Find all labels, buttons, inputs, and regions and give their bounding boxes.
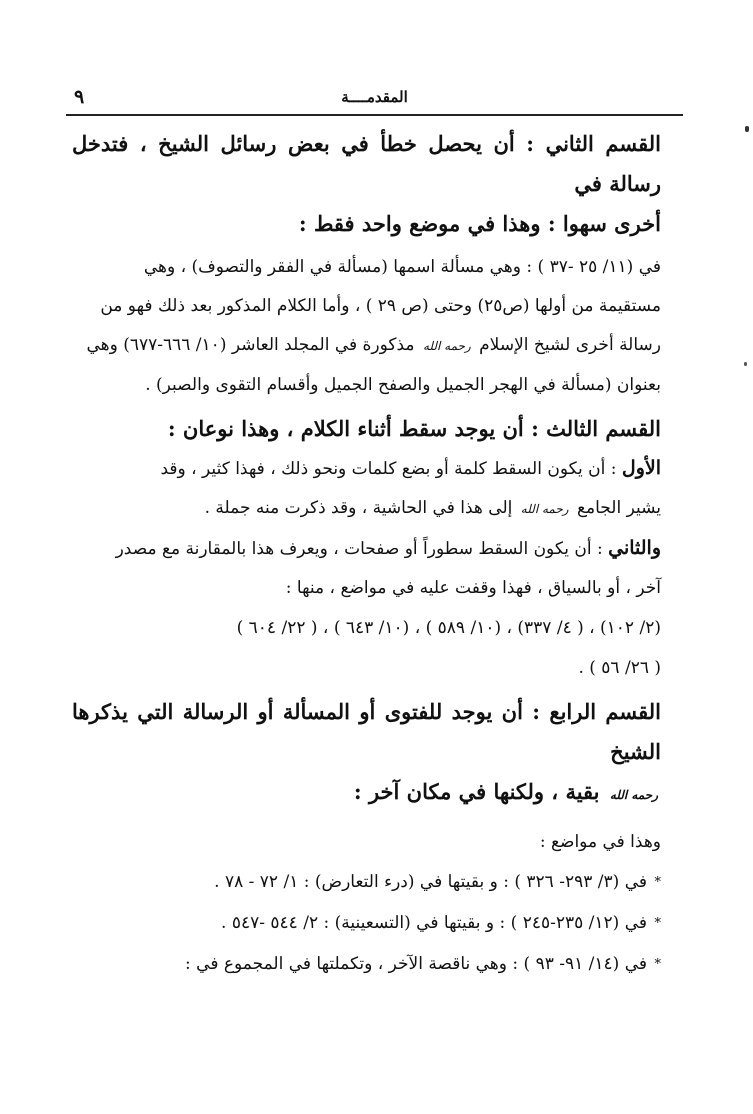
text-span: إلى هذا في الحاشية ، وقد ذكرت منه جملة . [204, 498, 513, 518]
text-span: : أن يكون السقط سطوراً أو صفحات ، ويعرف هذا بالمقارنة مع مصدر [115, 539, 603, 559]
first-type-paragraph [72, 449, 661, 529]
lead-word: الأول [621, 457, 661, 479]
scan-speck [745, 126, 749, 132]
honorific-mark: رحمه الله [609, 788, 658, 802]
list-item [72, 903, 661, 944]
text-span: مذكورة في المجلد العاشر (١٠/ ٦٦٦-٦٧٧) وهي [86, 335, 415, 355]
text-span: يشير الجامع [576, 498, 661, 518]
page-number: ٩ [74, 86, 85, 108]
list-item [72, 944, 661, 985]
section-two-heading-line2: أخرى سهوا : وهذا في موضع واحد فقط : [298, 211, 661, 236]
list-item [72, 862, 661, 903]
text-span: بقية ، ولكنها في مكان آخر : [353, 779, 600, 804]
section-four-heading-line1: القسم الرابع : أن يوجد للفتوى أو المسألة أو الرسالة التي يذكرها الشيخ [72, 699, 661, 764]
references-line: (٢/ ١٠٢) ، ( ٤/ ٣٣٧) ، (١٠/ ٥٨٩ ) ، (١٠/ ٦٤٣ ) ، ( ٢٢/ ٦٠٤ ) [236, 618, 661, 638]
paragraph-line: آخر ، أو بالسياق ، فهذا وقفت عليه في مواضع ، منها : [285, 578, 661, 598]
honorific-mark: رحمه الله [422, 339, 471, 353]
paragraph-line: في (١١/ ٢٥ -٣٧ ) : وهي مسألة اسمها (مسألة في الفقر والتصوف) ، وهي [143, 257, 661, 277]
lead-word: والثاني [608, 537, 661, 559]
scan-speck [744, 362, 747, 366]
paragraph-line: مستقيمة من أولها (ص٢٥) وحتى (ص ٢٩ ) ، وأما الكلام المذكور بعد ذلك فهو من [100, 296, 661, 316]
text-span: : أن يكون السقط كلمة أو بضع كلمات ونحو ذلك ، فهذا كثير ، وقد [160, 459, 617, 479]
page-body [72, 124, 661, 985]
paragraph-line [72, 326, 661, 366]
section-three-heading: القسم الثالث : أن يوجد سقط أثناء الكلام ، وهذا نوعان : [167, 416, 661, 441]
bullet-asterisk-icon: * [654, 916, 661, 931]
list-intro: وهذا في مواضع : [539, 832, 661, 852]
paragraph-line [72, 529, 661, 569]
second-type-paragraph [72, 529, 661, 688]
section-four-body [72, 823, 661, 985]
section-four-heading-line2 [72, 772, 661, 815]
paragraph-line [72, 449, 661, 489]
bullet-asterisk-icon: * [654, 875, 661, 890]
references-line: ( ٢٦/ ٥٦ ) . [578, 658, 661, 678]
section-two-heading-line1: القسم الثاني : أن يحصل خطأ في بعض رسائل الشيخ ، فتدخل رسالة في [72, 131, 661, 196]
paragraph-line [72, 489, 661, 529]
honorific-mark: رحمه الله [520, 502, 569, 516]
list-item-text: في (٣/ ٢٩٣- ٣٢٦ ) : و بقيتها في (درء التعارض) : ١/ ٧٢ - ٧٨ . [214, 872, 647, 892]
section-two-body [72, 248, 661, 405]
list-item-text: في (١٢/ ٢٣٥-٢٤٥ ) : و بقيتها في (التسعينية) : ٢/ ٥٤٤ -٥٤٧ . [221, 913, 647, 933]
places-list [72, 862, 661, 985]
text-span: رسالة أخرى لشيخ الإسلام [479, 335, 661, 355]
running-header [66, 86, 683, 116]
bullet-asterisk-icon: * [654, 957, 661, 972]
paragraph-line: بعنوان (مسألة في الهجر الجميل والصفح الجميل وأقسام التقوى والصبر) . [145, 375, 661, 395]
list-item-text: في (١٤/ ٩١- ٩٣ ) : وهي ناقصة الآخر ، وتكملتها في المجموع في : [185, 954, 647, 974]
chapter-title: المقدمــــة [341, 88, 408, 106]
